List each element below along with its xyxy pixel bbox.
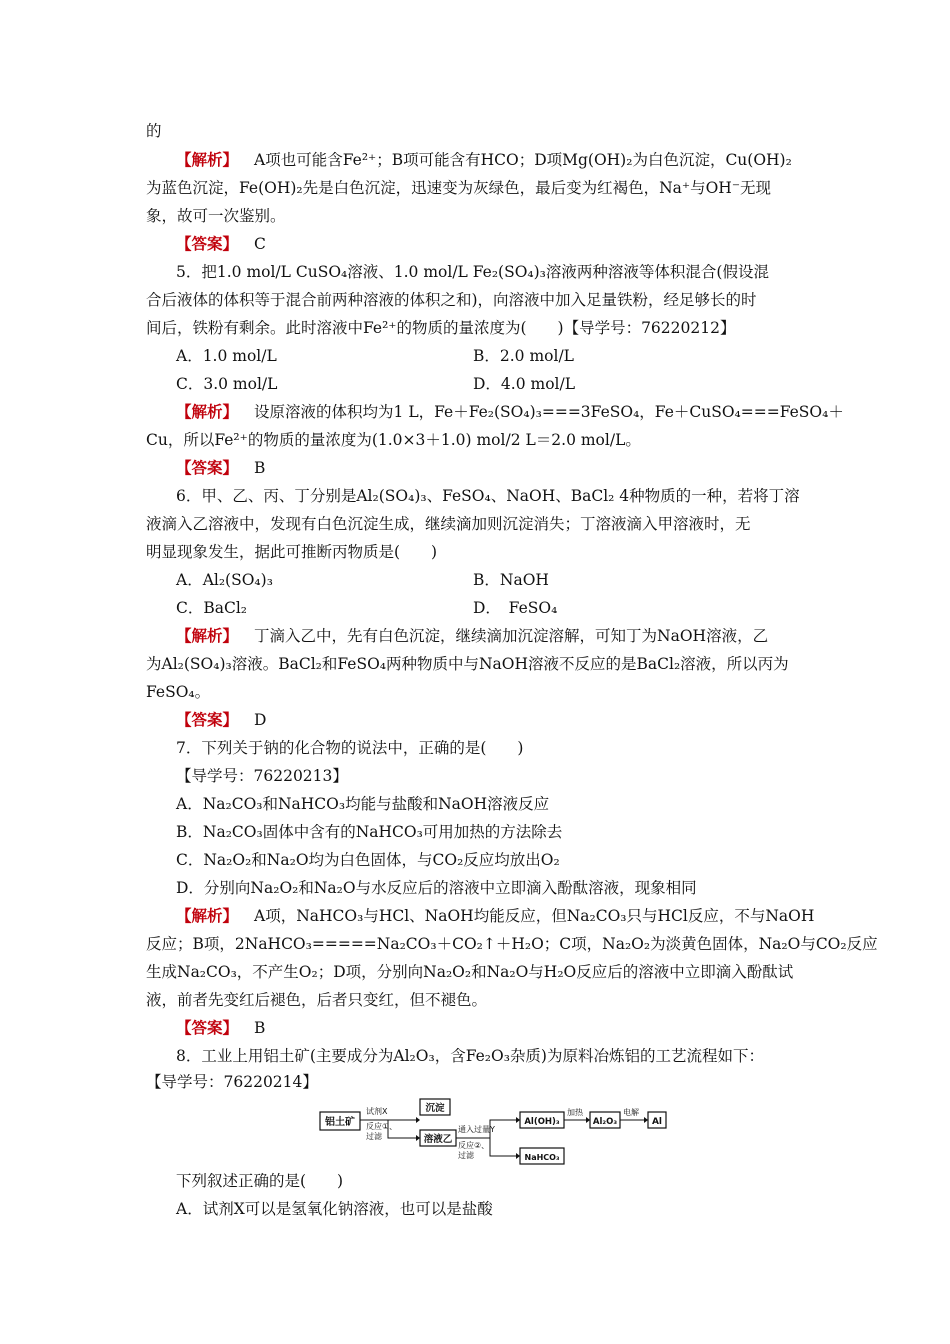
option-b: B．Na₂CO₃固体中含有的NaHCO₃可用加热的方法除去 (176, 823, 563, 841)
electrolysis-label: 电解 (623, 1108, 639, 1117)
option-a: A．Al₂(SO₄)₃ (176, 571, 273, 589)
analysis-line (176, 150, 792, 170)
text-line: 象，故可一次鉴别。 (146, 207, 286, 225)
option-c: C．BaCl₂ (176, 599, 248, 617)
question-5: 5．把1.0 mol/L CuSO₄溶液、1.0 mol/L Fe₂(SO₄)₃溶液两种溶液等体积混合(假设混 (176, 263, 769, 281)
text-line: FeSO₄。 (146, 683, 211, 701)
text-line: 液滴入乙溶液中，发现有白色沉淀生成，继续滴加则沉淀消失；丁溶液滴入甲溶液时，无 (146, 515, 751, 533)
process-flow-diagram (318, 1098, 668, 1168)
solution-label: 溶液乙 (423, 1134, 453, 1145)
heat-label: 加热 (567, 1108, 583, 1117)
question-7: 7．下列关于钠的化合物的说法中，正确的是( ) (176, 739, 524, 757)
text-line: 反应；B项，2NaHCO₃=====Na₂CO₃＋CO₂↑＋H₂O；C项，Na₂O₂为淡黄色固体，Na₂O与CO₂反应 (146, 935, 878, 953)
pass-y-label: 通入过量Y (458, 1125, 495, 1134)
al-label: Al (651, 1117, 663, 1127)
step2-label: 反应②、 (458, 1141, 490, 1150)
option-c: C．3.0 mol/L (176, 375, 278, 393)
arrow-head (416, 1117, 420, 1123)
answer-line (176, 710, 266, 730)
option-d: D．4.0 mol/L (473, 375, 576, 393)
answer-value: D (254, 711, 267, 729)
option-a: A．Na₂CO₃和NaHCO₃均能与盐酸和NaOH溶液反应 (176, 795, 550, 813)
option-c: C．Na₂O₂和Na₂O均为白色固体，与CO₂反应均放出O₂ (176, 851, 560, 869)
text-line: 设原溶液的体积均为1 L，Fe＋Fe₂(SO₄)₃===3FeSO₄，Fe＋CuSO₄===FeSO₄＋ (254, 403, 844, 421)
text-line: 合后液体的体积等于混合前两种溶液的体积之和)，向溶液中加入足量铁粉，经足够长的时 (146, 291, 757, 309)
analysis-line (176, 906, 814, 926)
arrow-to-nahco3 (490, 1138, 516, 1156)
option-d: D． FeSO₄ (473, 599, 558, 617)
analysis-label: 【 解析 】 (176, 627, 238, 645)
step2-filter-label: 过滤 (458, 1151, 474, 1160)
guide-number: 【导学号：76220213】 (176, 767, 348, 785)
text-line: 的 (146, 122, 162, 140)
aloh3-label: Al(OH)₃ (524, 1117, 560, 1127)
option-b: B．2.0 mol/L (473, 347, 574, 365)
text-line: 生成Na₂CO₃，不产生O₂；D项，分别向Na₂O₂和Na₂O与H₂O反应后的溶液中立即滴入酚酞试 (146, 963, 794, 981)
text-line: A项也可能含Fe²⁺；B项可能含有HCO；D项Mg(OH)₂为白色沉淀，Cu(OH)₂ (254, 151, 792, 169)
text-line: 液，前者先变红后褪色，后者只变红，但不褪色。 (146, 991, 488, 1009)
text-line: 明显现象发生，据此可推断丙物质是( ) (146, 543, 438, 561)
text-line: 为Al₂(SO₄)₃溶液。BaCl₂和FeSO₄两种物质中与NaOH溶液不反应的是BaCl₂溶液，所以丙为 (146, 655, 789, 673)
answer-line (176, 1018, 265, 1038)
nahco3-label: NaHCO₃ (524, 1153, 560, 1162)
answer-label: 【 答案 】 (176, 235, 238, 253)
question-6: 6．甲、乙、丙、丁分别是Al₂(SO₄)₃、FeSO₄、NaOH、BaCl₂ 4种物质的一种，若将丁溶 (176, 487, 800, 505)
answer-line (176, 234, 266, 254)
answer-label: 【 答案 】 (176, 711, 238, 729)
answer-label: 【 答案 】 (176, 459, 238, 477)
text-line: 丁滴入乙中，先有白色沉淀，继续滴加沉淀溶解，可知丁为NaOH溶液，乙 (254, 627, 769, 645)
precipitate-label: 沉淀 (425, 1103, 445, 1114)
text-line: A项，NaHCO₃与HCl、NaOH均能反应，但Na₂CO₃只与HCl反应，不与NaOH (254, 907, 815, 925)
option-b: B．NaOH (473, 571, 549, 589)
analysis-label: 【 解析 】 (176, 151, 238, 169)
al2o3-label: Al₂O₃ (592, 1117, 618, 1127)
answer-label: 【 答案 】 (176, 1019, 238, 1037)
question-8: 8．工业上用铝土矿(主要成分为Al₂O₃，含Fe₂O₃杂质)为原料冶炼铝的工艺流程如下： (176, 1047, 764, 1065)
step1-label: 反应①、 (366, 1122, 398, 1131)
ore-label: 铝土矿 (325, 1117, 355, 1128)
text-line: 间后，铁粉有剩余。此时溶液中Fe²⁺的物质的量浓度为( )【导学号：76220212】 (146, 319, 736, 337)
arrow-head (416, 1135, 420, 1141)
reagent-x-label: 试剂X (366, 1107, 388, 1116)
step1-filter-label: 过滤 (366, 1132, 382, 1141)
answer-value: B (254, 1019, 266, 1037)
answer-value: B (254, 459, 266, 477)
text-line: Cu，所以Fe²⁺的物质的量浓度为(1.0×3＋1.0) mol/2 L＝2.0 mol/L。 (146, 431, 641, 449)
option-a: A．1.0 mol/L (176, 347, 277, 365)
analysis-line (176, 626, 768, 646)
guide-number: 【导学号：76220214】 (146, 1073, 318, 1091)
answer-value: C (254, 235, 266, 253)
analysis-label: 【 解析 】 (176, 403, 238, 421)
question-8-prompt: 下列叙述正确的是( ) (176, 1172, 344, 1190)
text-line: 为蓝色沉淀，Fe(OH)₂先是白色沉淀，迅速变为灰绿色，最后变为红褐色，Na⁺与OH⁻无现 (146, 179, 772, 197)
analysis-line (176, 402, 844, 422)
analysis-label: 【 解析 】 (176, 907, 238, 925)
option-d: D．分别向Na₂O₂和Na₂O与水反应后的溶液中立即滴入酚酞溶液，现象相同 (176, 879, 697, 897)
answer-line (176, 458, 265, 478)
option-a: A．试剂X可以是氢氧化钠溶液，也可以是盐酸 (176, 1200, 493, 1218)
